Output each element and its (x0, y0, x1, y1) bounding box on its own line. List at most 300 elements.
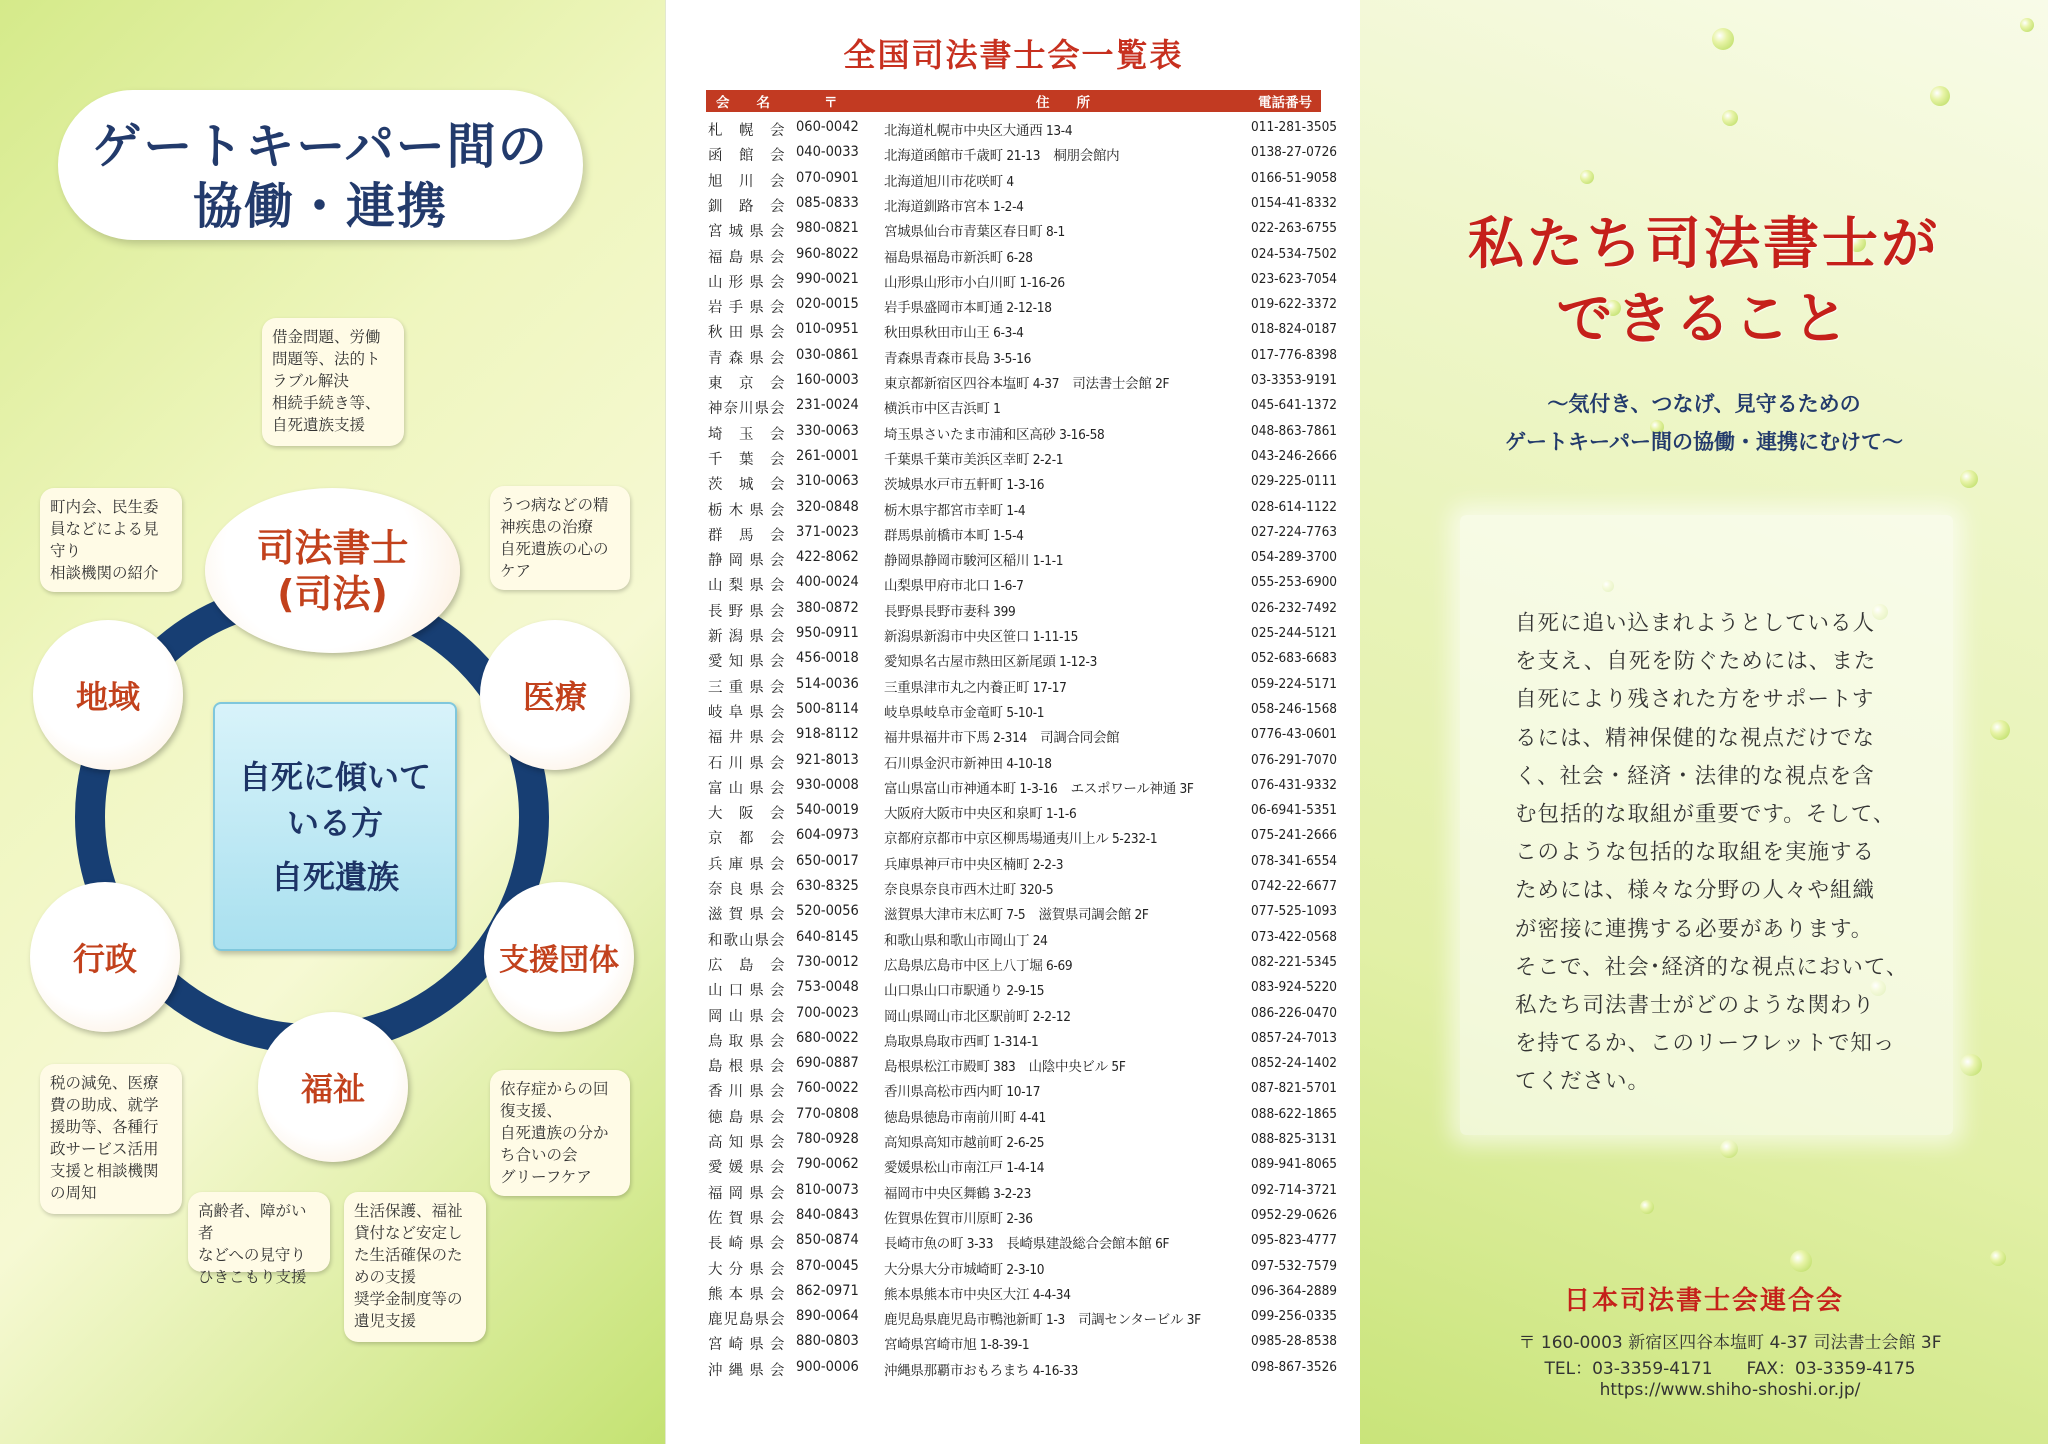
phone-number: 052-683-6683 (1251, 650, 1338, 667)
address: 埼玉県さいたま市浦和区高砂 3-16-58 (884, 426, 1105, 443)
phone-number: 082-221-5345 (1251, 953, 1338, 970)
postal-code: 500-8114 (796, 700, 859, 717)
message-line: このような包括的な取組を実施する (1515, 840, 1876, 866)
address: 徳島県徳島市南前川町 4-41 (884, 1109, 1046, 1126)
postal-code: 780-0928 (796, 1131, 859, 1147)
phone-number: 076-431-9332 (1251, 776, 1338, 793)
table-row (706, 951, 1338, 976)
table-row (706, 723, 1338, 748)
association-name: 徳 島 県 会 (708, 1109, 786, 1126)
phone-number: 06-6941-5351 (1251, 802, 1338, 819)
address: 新潟県新潟市中央区笹口 1-11-15 (884, 629, 1079, 645)
association-name: 新 潟 県 会 (708, 629, 786, 645)
decorative-dot (1722, 110, 1738, 126)
address: 兵庫県神戸市中央区楠町 2-2-3 (884, 856, 1064, 873)
message-line: 自死に追い込まれようとしている人 (1515, 611, 1876, 636)
message-line: を持てるか、このリーフレットで知っ (1515, 1031, 1896, 1057)
association-name: 三 重 県 会 (708, 679, 786, 696)
association-name: 山 梨 県 会 (708, 578, 786, 595)
phone-number: 019-622-3372 (1251, 296, 1338, 313)
decorative-dot (1990, 720, 2010, 740)
postal-code: 030-0861 (796, 346, 859, 363)
association-name: 富 山 県 会 (708, 780, 786, 797)
table-row (706, 369, 1338, 394)
message-line: ためには、様々な分野の人々や組織 (1515, 878, 1876, 904)
association-name: 宮 崎 県 会 (708, 1337, 786, 1354)
phone-number: 026-232-7492 (1251, 599, 1338, 616)
phone-number: 089-941-8065 (1251, 1156, 1338, 1173)
table-row (706, 167, 1338, 192)
phone-number: 088-622-1865 (1251, 1105, 1338, 1122)
association-name: 群 馬 会 (708, 527, 786, 544)
center-line-3: 自死遺族 (270, 857, 399, 896)
table-row (706, 799, 1338, 824)
table-row (706, 774, 1338, 799)
phone-number: 0138-27-0726 (1251, 144, 1338, 161)
table-row (706, 420, 1338, 445)
postal-code: 980-0821 (796, 220, 859, 237)
address: 広島県広島市中区上八丁堀 6-69 (884, 957, 1073, 974)
association-name: 長 野 県 会 (708, 603, 786, 620)
table-row (706, 1255, 1338, 1280)
table-row (706, 673, 1338, 698)
node-judicial-scrivener-label: 司法書士 (256, 525, 409, 570)
postal-code: 890-0064 (796, 1308, 859, 1325)
association-name: 鳥 取 県 会 (708, 1033, 786, 1050)
table-row (706, 850, 1338, 875)
left-panel (0, 0, 665, 1444)
phone-number: 083-924-5220 (1251, 979, 1338, 996)
postal-code: 085-0833 (796, 194, 859, 211)
decorative-dot (1580, 170, 1594, 184)
association-name: 宮 城 県 会 (708, 224, 786, 241)
association-name: 東 京 会 (708, 376, 786, 392)
decorative-dot (1960, 1054, 1982, 1076)
phone-number: 055-253-6900 (1251, 574, 1338, 591)
decorative-dot (1930, 86, 1950, 106)
association-name: 神奈川県会 (708, 401, 786, 418)
association-name: 山 形 県 会 (708, 274, 786, 291)
phone-number: 043-246-2666 (1251, 447, 1338, 464)
message-line: てください。 (1515, 1069, 1651, 1095)
phone-number: 075-241-2666 (1251, 827, 1338, 844)
association-name: 佐 賀 県 会 (708, 1210, 786, 1227)
center-line-1: 自死に傾いて (238, 757, 431, 796)
association-name: 茨 城 会 (708, 477, 786, 494)
table-row (706, 141, 1338, 166)
table-row (706, 445, 1338, 470)
postal-code: 040-0033 (796, 144, 859, 161)
postal-code: 760-0022 (796, 1080, 859, 1097)
table-row (706, 1027, 1338, 1052)
table-row (706, 1229, 1338, 1254)
note-welfare-livelihood: 生活保護、福祉 貸付など安定し た生活確保のた めの支援 奨学金制度等の 遺児支援 (344, 1192, 486, 1342)
organization-address: 〒 160-0003 新宿区四谷本塩町 4-37 司法書士会館 3F (1518, 1333, 1942, 1353)
address: 島根県松江市殿町 383 山陰中央ビル 5F (884, 1059, 1126, 1076)
table-row (706, 1153, 1338, 1178)
organization-url[interactable]: https://www.shiho-shoshi.or.jp/ (1599, 1380, 1861, 1400)
decorative-dot (1712, 28, 1734, 50)
postal-code: 880-0803 (796, 1333, 859, 1350)
association-name: 沖 縄 県 会 (708, 1362, 786, 1379)
table-row (706, 622, 1338, 647)
address: 北海道旭川市花咲町 4 (884, 173, 1014, 190)
right-subtitle-line-1: ～気付き、つなげ、見守るための (1547, 392, 1861, 416)
postal-code: 514-0036 (796, 675, 859, 692)
association-name: 熊 本 県 会 (708, 1286, 786, 1303)
table-row (706, 344, 1338, 369)
node-judicial-scrivener (205, 488, 460, 653)
address: 福島県福島市新浜町 6-28 (884, 249, 1033, 266)
address: 三重県津市丸之内養正町 17-17 (884, 679, 1067, 696)
message-line: が密接に連携する必要があります。 (1515, 916, 1874, 942)
header-tel: 電話番号 (1258, 95, 1312, 111)
phone-number: 0742-22-6677 (1251, 878, 1338, 894)
message-line: そこで、社会･経済的な視点において、 (1515, 954, 1909, 980)
postal-code: 650-0017 (796, 852, 859, 869)
table-row (706, 1280, 1338, 1305)
message-line: く、社会・経済・法律的な視点を含 (1515, 763, 1875, 789)
association-name: 岐 阜 県 会 (708, 704, 786, 721)
postal-code: 700-0023 (796, 1004, 859, 1021)
left-title-pill (58, 90, 583, 240)
association-name: 愛 知 県 会 (708, 654, 786, 671)
address: 群馬県前橋市本町 1-5-4 (884, 527, 1024, 544)
postal-code: 604-0973 (796, 827, 859, 844)
postal-code: 520-0056 (796, 903, 859, 920)
address: 愛媛県松山市南江戸 1-4-14 (884, 1160, 1045, 1177)
decorative-dot (1990, 1250, 2006, 1266)
table-row (706, 571, 1338, 596)
note-community: 町内会、民生委 員などによる見 守り 相談機関の紹介 (40, 488, 182, 592)
association-name: 千 葉 会 (708, 451, 786, 468)
address: 北海道札幌市中央区大通西 13-4 (884, 123, 1073, 139)
table-row (706, 243, 1338, 268)
association-name: 大 阪 会 (708, 806, 786, 823)
postal-code: 380-0872 (796, 599, 859, 616)
message-body (1515, 605, 1915, 1102)
association-name: 函 館 会 (708, 148, 786, 165)
postal-code: 960-8022 (796, 245, 859, 262)
phone-number: 098-867-3526 (1251, 1358, 1338, 1375)
association-name: 京 都 会 (708, 831, 786, 848)
address: 千葉県千葉市美浜区幸町 2-2-1 (884, 451, 1064, 468)
phone-number: 076-291-7070 (1251, 751, 1338, 768)
decorative-dot (2020, 18, 2034, 32)
postal-code: 753-0048 (796, 979, 859, 996)
address: 岡山県岡山市北区駅前町 2-2-12 (884, 1008, 1071, 1025)
association-name: 山 口 県 会 (708, 983, 786, 1000)
address: 青森県青森市長島 3-5-16 (884, 350, 1032, 367)
right-title-line-2: できること (1556, 287, 1852, 352)
postal-code: 371-0023 (796, 523, 859, 540)
node-judicial-scrivener-sub: (司法) (277, 571, 388, 616)
association-name: 島 根 県 会 (708, 1059, 786, 1076)
address: 東京都新宿区四谷本塩町 4-37 司法書士会館 2F (884, 376, 1170, 392)
postal-code: 850-0874 (796, 1232, 859, 1249)
address: 北海道函館市千歳町 21-13 桐朋会館内 (884, 148, 1120, 165)
postal-code: 680-0022 (796, 1029, 859, 1046)
table-row (706, 824, 1338, 849)
phone-number: 058-246-1568 (1251, 700, 1338, 717)
address: 秋田県秋田市山王 6-3-4 (884, 325, 1024, 342)
phone-number: 029-225-0111 (1251, 473, 1338, 490)
postal-code: 330-0063 (796, 422, 859, 439)
decorative-dot (1640, 1200, 1654, 1214)
table-row (706, 521, 1338, 546)
address: 奈良県奈良市西木辻町 320-5 (884, 882, 1054, 898)
postal-code: 730-0012 (796, 953, 859, 970)
address: 高知県高知市越前町 2-6-25 (884, 1135, 1045, 1151)
address: 沖縄県那覇市おもろまち 4-16-33 (884, 1362, 1079, 1379)
association-name: 栃 木 県 会 (708, 502, 786, 519)
postal-code: 310-0063 (796, 473, 859, 490)
address: 横浜市中区吉浜町 1 (884, 401, 1001, 418)
right-subtitle-line-2: ゲートキーパー間の協働・連携にむけて～ (1505, 430, 1903, 454)
table-header (706, 90, 1321, 112)
postal-code: 690-0887 (796, 1055, 859, 1072)
address: 茨城県水戸市五軒町 1-3-16 (884, 477, 1045, 494)
phone-number: 025-244-5121 (1251, 625, 1338, 641)
address: 京都府京都市中京区柳馬場通夷川上ル 5-232-1 (884, 831, 1158, 848)
phone-number: 017-776-8398 (1251, 346, 1338, 363)
right-panel (1360, 0, 2048, 1444)
postal-code: 400-0024 (796, 574, 859, 591)
phone-number: 092-714-3721 (1251, 1181, 1338, 1198)
postal-code: 950-0911 (796, 625, 859, 641)
table-row (706, 900, 1338, 925)
table-row (706, 496, 1338, 521)
address: 福岡市中央区舞鶴 3-2-23 (884, 1185, 1032, 1202)
table-row (706, 1052, 1338, 1077)
header-address: 住 所 (1036, 95, 1090, 111)
postal-code: 231-0024 (796, 397, 859, 414)
phone-number: 024-534-7502 (1251, 245, 1338, 262)
postal-code: 630-8325 (796, 878, 859, 894)
postal-code: 640-8145 (796, 928, 859, 945)
postal-code: 862-0971 (796, 1282, 859, 1299)
message-line: 自死により残された方をサポートす (1515, 687, 1875, 713)
node-medical: 医療 (480, 620, 630, 770)
phone-number: 0985-28-8538 (1251, 1333, 1338, 1350)
association-name: 鹿児島県会 (708, 1312, 786, 1329)
table-row (706, 1077, 1338, 1102)
header-zip: 〒 (824, 95, 838, 111)
postal-code: 456-0018 (796, 650, 859, 667)
postal-code: 921-8013 (796, 751, 859, 768)
header-name: 会 名 (716, 95, 770, 111)
phone-number: 088-825-3131 (1251, 1131, 1338, 1147)
phone-number: 027-224-7763 (1251, 523, 1338, 540)
table-row (706, 749, 1338, 774)
association-name: 福 井 県 会 (708, 730, 786, 747)
table-row (706, 268, 1338, 293)
association-name: 秋 田 県 会 (708, 325, 786, 342)
address: 山形県山形市小白川町 1-16-26 (884, 274, 1065, 291)
phone-number: 078-341-6554 (1251, 852, 1338, 869)
decorative-dot (1960, 470, 1978, 488)
address: 石川県金沢市新神田 4-10-18 (884, 755, 1052, 772)
address: 山梨県甲府市北口 1-6-7 (884, 578, 1024, 595)
address: 愛知県名古屋市熱田区新尾頭 1-12-3 (884, 654, 1098, 671)
postal-code: 070-0901 (796, 169, 859, 186)
address: 鳥取県鳥取市西町 1-314-1 (884, 1033, 1039, 1050)
phone-number: 048-863-7861 (1251, 422, 1338, 439)
postal-code: 540-0019 (796, 802, 859, 819)
address: 山口県山口市駅通り 2-9-15 (884, 983, 1045, 1000)
postal-code: 918-8112 (796, 726, 859, 743)
phone-number: 045-641-1372 (1251, 397, 1338, 414)
table-row (706, 394, 1338, 419)
node-community: 地域 (33, 620, 183, 770)
association-name: 愛 媛 県 会 (708, 1160, 786, 1177)
postal-code: 010-0951 (796, 321, 859, 338)
association-name: 岡 山 県 会 (708, 1008, 786, 1025)
phone-number: 018-824-0187 (1251, 321, 1338, 338)
table-row (706, 318, 1338, 343)
phone-number: 073-422-0568 (1251, 928, 1338, 945)
postal-code: 870-0045 (796, 1257, 859, 1274)
association-name: 奈 良 県 会 (708, 882, 786, 898)
center-box (213, 702, 457, 951)
address: 和歌山県和歌山市岡山丁 24 (884, 932, 1048, 949)
table-row (706, 546, 1338, 571)
address: 佐賀県佐賀市川原町 2-36 (884, 1210, 1033, 1227)
address: 長崎市魚の町 3-33 長崎県建設総合会館本館 6F (884, 1236, 1170, 1253)
phone-number: 011-281-3505 (1251, 119, 1338, 135)
phone-number: 054-289-3700 (1251, 549, 1338, 566)
association-name: 札 幌 会 (708, 123, 786, 139)
association-name: 釧 路 会 (708, 198, 786, 215)
table-row (706, 1305, 1338, 1330)
organization-contact: TEL：03-3359-4171 FAX：03-3359-4175 (1544, 1359, 1916, 1379)
address: 静岡県静岡市駿河区稲川 1-1-1 (884, 553, 1064, 570)
message-line: を支え、自死を防ぐためには、また (1515, 649, 1877, 675)
association-name: 広 島 会 (708, 957, 786, 974)
node-welfare: 福祉 (258, 1012, 408, 1162)
association-name: 青 森 県 会 (708, 350, 786, 367)
decorative-dot (1720, 1140, 1738, 1158)
table-row (706, 1204, 1338, 1229)
table-row (706, 1002, 1338, 1027)
right-title-line-1: 私たち司法書士が (1468, 212, 1940, 277)
address: 宮崎県宮崎市旭 1-8-39-1 (884, 1337, 1030, 1354)
address: 岐阜県岐阜市金竜町 5-10-1 (884, 704, 1045, 721)
address: 大分県大分市城崎町 2-3-10 (884, 1261, 1045, 1278)
association-name: 岩 手 県 会 (708, 300, 786, 317)
association-name: 埼 玉 会 (708, 426, 786, 443)
table-row (706, 647, 1338, 672)
table-row (706, 116, 1338, 141)
address: 長野県長野市妻科 399 (884, 603, 1016, 620)
node-support-groups: 支援団体 (484, 882, 634, 1032)
phone-number: 022-263-6755 (1251, 220, 1338, 237)
table-row (706, 875, 1338, 900)
postal-code: 160-0003 (796, 372, 859, 388)
note-administration: 税の減免、医療 費の助成、就学 援助等、各種行 政サービス活用 支援と相談機関 の周知 (40, 1064, 182, 1214)
table-row (706, 1128, 1338, 1153)
address: 福井県福井市下馬 2-314 司調合同会館 (884, 730, 1120, 747)
association-name: 福 島 県 会 (708, 249, 786, 266)
address: 大阪府大阪市中央区和泉町 1-1-6 (884, 806, 1077, 823)
address: 栃木県宇都宮市幸町 1-4 (884, 502, 1026, 519)
table-row (706, 1356, 1338, 1381)
association-name: 静 岡 県 会 (708, 553, 786, 570)
phone-number: 03-3353-9191 (1251, 372, 1338, 388)
association-name: 長 崎 県 会 (708, 1236, 786, 1253)
middle-panel (665, 0, 1362, 1444)
phone-number: 028-614-1122 (1251, 498, 1338, 515)
note-medical: うつ病などの精 神疾患の治療 自死遺族の心の ケア (490, 486, 630, 590)
phone-number: 0952-29-0626 (1251, 1206, 1338, 1223)
phone-number: 0857-24-7013 (1251, 1029, 1338, 1046)
message-box (1460, 515, 1953, 1135)
address: 北海道釧路市宮本 1-2-4 (884, 198, 1024, 215)
phone-number: 087-821-5701 (1251, 1080, 1338, 1097)
table-row (706, 217, 1338, 242)
phone-number: 0776-43-0601 (1251, 726, 1338, 743)
note-judicial: 借金問題、労働 問題等、法的ト ラブル解決 相続手続き等、 自死遺族支援 (262, 318, 404, 446)
postal-code: 790-0062 (796, 1156, 859, 1173)
phone-number: 0154-41-8332 (1251, 194, 1338, 211)
postal-code: 900-0006 (796, 1358, 859, 1375)
address: 滋賀県大津市末広町 7-5 滋賀県司調会館 2F (884, 907, 1149, 924)
postal-code: 261-0001 (796, 447, 859, 464)
table-row (706, 926, 1338, 951)
phone-number: 086-226-0470 (1251, 1004, 1338, 1021)
address: 香川県高松市西内町 10-17 (884, 1084, 1041, 1101)
postal-code: 422-8062 (796, 549, 859, 566)
message-line: 私たち司法書士がどのような関わり (1515, 993, 1876, 1019)
postal-code: 930-0008 (796, 776, 859, 793)
table-row (706, 1103, 1338, 1128)
association-name: 高 知 県 会 (708, 1135, 786, 1151)
address: 宮城県仙台市青葉区春日町 8-1 (884, 224, 1065, 241)
postal-code: 840-0843 (796, 1206, 859, 1223)
postal-code: 810-0073 (796, 1181, 859, 1198)
postal-code: 770-0808 (796, 1105, 859, 1122)
association-list-title: 全国司法書士会一覧表 (843, 36, 1184, 74)
association-name: 香 川 県 会 (708, 1084, 786, 1101)
association-name: 大 分 県 会 (708, 1261, 786, 1278)
address: 熊本県熊本市中央区大江 4-4-34 (884, 1286, 1071, 1303)
table-row (706, 470, 1338, 495)
message-line: るには、精神保健的な視点だけでな (1515, 725, 1876, 751)
postal-code: 020-0015 (796, 296, 859, 313)
association-name: 石 川 県 会 (708, 755, 786, 772)
association-name: 和歌山県会 (708, 932, 786, 949)
message-line: む包括的な取組が重要です。そして、 (1515, 802, 1896, 828)
postal-code: 320-0848 (796, 498, 859, 515)
phone-number: 0852-24-1402 (1251, 1055, 1338, 1072)
phone-number: 023-623-7054 (1251, 270, 1338, 287)
table-row (706, 1179, 1338, 1204)
address: 富山県富山市神通本町 1-3-16 エスポワール神通 3F (884, 780, 1194, 797)
phone-number: 095-823-4777 (1251, 1232, 1338, 1249)
left-title-line-2: 協働・連携 (192, 178, 448, 235)
center-line-2: いる方 (286, 803, 383, 842)
association-name: 兵 庫 県 会 (708, 856, 786, 873)
organization-name: 日本司法書士会連合会 (1563, 1286, 1844, 1316)
decorative-dot (1790, 1250, 1812, 1272)
table-row (706, 293, 1338, 318)
node-administration: 行政 (30, 882, 180, 1032)
table-row (706, 976, 1338, 1001)
note-welfare-elderly: 高齢者、障がい者 などへの見守り ひきこもり支援 (188, 1192, 330, 1272)
table-row (706, 698, 1338, 723)
phone-number: 099-256-0335 (1251, 1308, 1338, 1325)
note-support-groups: 依存症からの回 復支援、 自死遺族の分か ち合いの会 グリーフケア (490, 1070, 630, 1196)
